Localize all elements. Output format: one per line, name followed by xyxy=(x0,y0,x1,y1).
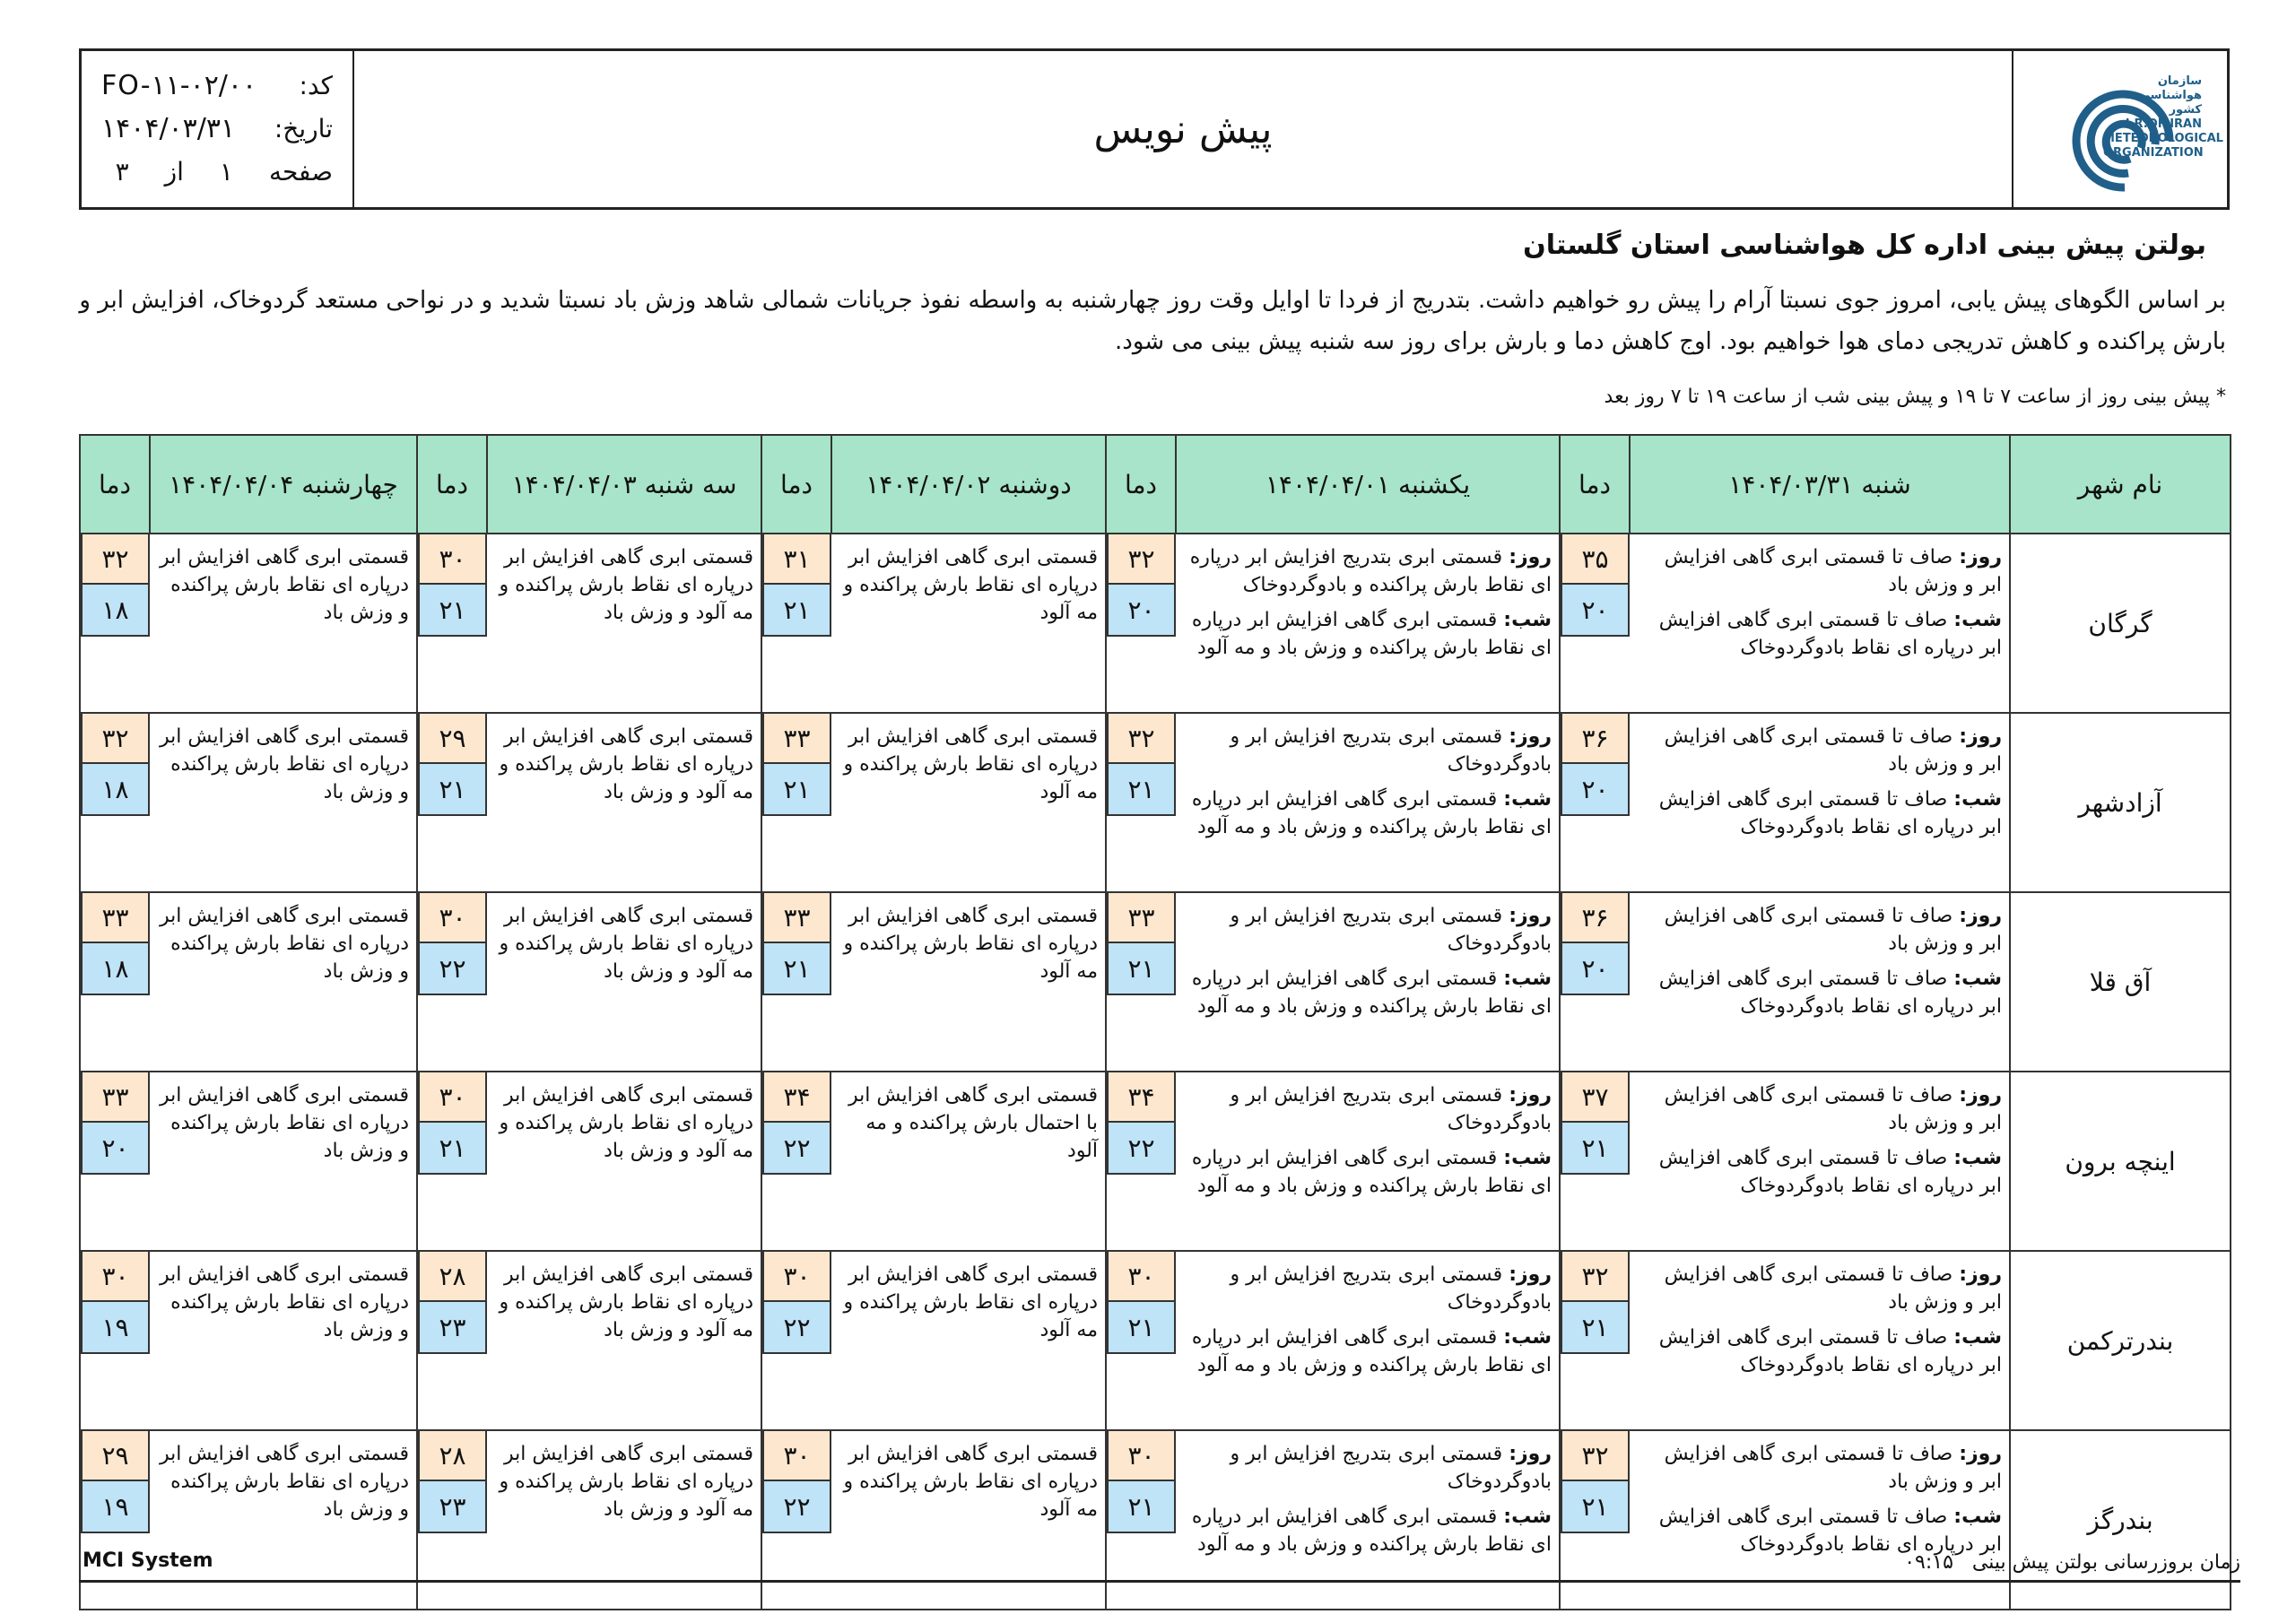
day-temp: ۲۹ xyxy=(418,714,487,764)
forecast-text: قسمتی ابری گاهی افزایش ابر درپاره ای نقاط بارش پراکنده و مه آلود xyxy=(843,1263,1098,1341)
forecast-desc xyxy=(150,1430,417,1610)
forecast-text: قسمتی ابری گاهی افزایش ابر درپاره ای نقاط بارش پراکنده و مه آلود xyxy=(843,1443,1098,1521)
night-temp: ۲۱ xyxy=(1107,943,1176,995)
logo-cell xyxy=(2012,51,2227,207)
temp-box xyxy=(418,1072,487,1175)
page-title: پیش نویس xyxy=(1093,106,1273,152)
night-forecast xyxy=(1637,606,2002,662)
day-label: روز: xyxy=(1509,1443,1552,1465)
city-header: نام شهر xyxy=(2010,435,2231,534)
day-temp: ۳۶ xyxy=(1561,893,1630,943)
day-label: روز: xyxy=(1509,1263,1552,1286)
day-forecast xyxy=(1183,902,1552,958)
table-row xyxy=(80,713,2231,892)
temp-box xyxy=(81,714,150,816)
night-forecast xyxy=(1637,965,2002,1020)
night-temp: ۱۸ xyxy=(81,585,150,637)
day-temp: ۳۱ xyxy=(762,534,831,585)
day-forecast-text: صاف تا قسمتی ابری گاهی افزایش ابر و وزش باد xyxy=(1664,1443,2002,1493)
temp-header-1: دما xyxy=(1560,435,1630,534)
logo-text: سازمان هواشناسی کشور I.R.OF IRAN METEOROLOGICAL ORGANIZATION xyxy=(2103,74,2223,160)
forecast-desc xyxy=(1630,892,2010,1072)
temp-box xyxy=(418,534,487,637)
night-temp: ۲۱ xyxy=(1561,1123,1630,1175)
forecast-desc xyxy=(487,1072,761,1251)
forecast-desc xyxy=(831,1430,1106,1610)
day-temp: ۳۳ xyxy=(81,1072,150,1123)
day-forecast-text: قسمتی ابری بتدریج افزایش ابر و بادوگردوخاک xyxy=(1230,1443,1552,1493)
night-temp: ۱۹ xyxy=(81,1302,150,1354)
temp-box xyxy=(1107,1431,1176,1533)
forecast-desc xyxy=(487,534,761,713)
forecast-desc xyxy=(1176,1072,1560,1251)
day-forecast xyxy=(1637,1440,2002,1496)
temp-cell xyxy=(80,713,150,892)
day-label: روز: xyxy=(1959,1443,2002,1465)
night-label: شب: xyxy=(1953,1147,2002,1169)
forecast-desc xyxy=(1630,1430,2010,1610)
night-forecast xyxy=(1183,1144,1552,1200)
temp-cell xyxy=(1560,1430,1630,1610)
footer-update-time xyxy=(1904,1551,2240,1574)
night-forecast xyxy=(1183,606,1552,662)
day-forecast-text: صاف تا قسمتی ابری گاهی افزایش ابر و وزش باد xyxy=(1664,546,2002,596)
day-forecast xyxy=(1637,1081,2002,1137)
day-forecast-text: قسمتی ابری بتدریج افزایش ابر و بادوگردوخاک xyxy=(1230,1084,1552,1134)
day-temp: ۳۵ xyxy=(1561,534,1630,585)
forecast-desc xyxy=(487,892,761,1072)
forecast-desc xyxy=(831,1072,1106,1251)
day-forecast xyxy=(1637,543,2002,599)
table-row xyxy=(80,1430,2231,1610)
table-header-row xyxy=(80,435,2231,534)
night-forecast xyxy=(1637,1144,2002,1200)
forecast-desc xyxy=(831,534,1106,713)
day-forecast-text: قسمتی ابری بتدریج افزایش ابر درپاره ای نقاط بارش پراکنده و بادوگردوخاک xyxy=(1189,546,1552,596)
night-forecast-text: صاف تا قسمتی ابری گاهی افزایش ابر درپاره ای نقاط بادوگردوخاک xyxy=(1658,788,2002,838)
temp-box xyxy=(1107,1072,1176,1175)
forecast-desc xyxy=(831,892,1106,1072)
night-temp: ۲۱ xyxy=(762,764,831,816)
temp-cell xyxy=(761,534,831,713)
night-label: شب: xyxy=(1503,1326,1552,1349)
forecast-text: قسمتی ابری گاهی افزایش ابر درپاره ای نقاط بارش پراکنده و وزش باد xyxy=(160,1084,409,1162)
day-label: روز: xyxy=(1959,725,2002,748)
day-forecast xyxy=(1183,723,1552,778)
forecast-desc xyxy=(150,1072,417,1251)
night-forecast xyxy=(1183,965,1552,1020)
night-temp: ۲۱ xyxy=(418,585,487,637)
temp-cell xyxy=(1106,534,1176,713)
temp-cell xyxy=(761,713,831,892)
temp-box xyxy=(1561,1072,1630,1175)
day-forecast xyxy=(1183,543,1552,599)
night-temp: ۲۲ xyxy=(762,1481,831,1533)
forecast-text: قسمتی ابری گاهی افزایش ابر درپاره ای نقاط بارش پراکنده و وزش باد xyxy=(160,905,409,983)
day-temp: ۳۲ xyxy=(81,534,150,585)
night-forecast xyxy=(1183,1324,1552,1379)
temp-cell xyxy=(80,1072,150,1251)
forecast-desc xyxy=(831,713,1106,892)
night-label: شب: xyxy=(1953,1506,2002,1528)
temp-box xyxy=(1561,1431,1630,1533)
day-temp: ۳۳ xyxy=(762,714,831,764)
temp-box xyxy=(1107,714,1176,816)
night-forecast xyxy=(1637,1503,2002,1558)
night-label: شب: xyxy=(1503,968,1552,990)
temp-box xyxy=(418,1431,487,1533)
city-name: بندرگز xyxy=(2010,1430,2231,1610)
forecast-text: قسمتی ابری گاهی افزایش ابر درپاره ای نقاط بارش پراکنده و مه آلود و وزش باد xyxy=(499,1443,753,1521)
city-name: گرگان xyxy=(2010,534,2231,713)
temp-box xyxy=(762,893,831,995)
forecast-desc xyxy=(487,713,761,892)
city-name: اینچه برون xyxy=(2010,1072,2231,1251)
temp-cell xyxy=(761,1430,831,1610)
night-label: شب: xyxy=(1503,1147,1552,1169)
forecast-text: قسمتی ابری گاهی افزایش ابر درپاره ای نقاط بارش پراکنده و وزش باد xyxy=(160,546,409,624)
day-forecast-text: صاف تا قسمتی ابری گاهی افزایش ابر و وزش باد xyxy=(1664,725,2002,776)
night-label: شب: xyxy=(1503,788,1552,811)
temp-box xyxy=(418,893,487,995)
forecast-desc xyxy=(150,892,417,1072)
night-temp: ۲۱ xyxy=(762,585,831,637)
day-temp: ۳۴ xyxy=(762,1072,831,1123)
temp-box xyxy=(81,1072,150,1175)
day-forecast xyxy=(1183,1261,1552,1316)
city-name: بندرترکمن xyxy=(2010,1251,2231,1430)
day-temp: ۳۰ xyxy=(418,534,487,585)
temp-header-4: دما xyxy=(417,435,487,534)
temp-cell xyxy=(417,534,487,713)
night-temp: ۲۱ xyxy=(762,943,831,995)
temp-header-2: دما xyxy=(1106,435,1176,534)
table-row xyxy=(80,1251,2231,1430)
temp-cell xyxy=(761,1251,831,1430)
forecast-text: قسمتی ابری گاهی افزایش ابر درپاره ای نقاط بارش پراکنده و وزش باد xyxy=(160,1263,409,1341)
temp-box xyxy=(762,534,831,637)
city-name: آق قلا xyxy=(2010,892,2231,1072)
day-label: روز: xyxy=(1959,905,2002,927)
page-number: ۱ xyxy=(219,156,233,187)
table-row xyxy=(80,534,2231,713)
temp-cell xyxy=(80,1251,150,1430)
night-forecast xyxy=(1183,1503,1552,1558)
forecast-desc xyxy=(1176,1430,1560,1610)
night-temp: ۲۱ xyxy=(418,764,487,816)
footer-divider xyxy=(79,1580,2240,1583)
day-temp: ۳۲ xyxy=(1107,714,1176,764)
table-row xyxy=(80,1072,2231,1251)
day-temp: ۳۰ xyxy=(418,1072,487,1123)
page-label: صفحه xyxy=(268,156,333,187)
day-temp: ۲۸ xyxy=(418,1252,487,1302)
day-label: روز: xyxy=(1959,1084,2002,1107)
forecast-table-body xyxy=(80,534,2231,1610)
bulletin-title: بولتن پیش بینی اداره کل هواشناسی استان گلستان xyxy=(1523,230,2206,261)
night-forecast-text: صاف تا قسمتی ابری گاهی افزایش ابر درپاره ای نقاط بادوگردوخاک xyxy=(1658,1506,2002,1556)
day-temp: ۳۲ xyxy=(1561,1252,1630,1302)
temp-box xyxy=(1561,714,1630,816)
forecast-desc xyxy=(1176,713,1560,892)
temp-cell xyxy=(417,1251,487,1430)
day-forecast xyxy=(1183,1440,1552,1496)
forecast-desc xyxy=(1630,534,2010,713)
night-temp: ۲۱ xyxy=(1561,1481,1630,1533)
forecast-text: قسمتی ابری گاهی افزایش ابر درپاره ای نقاط بارش پراکنده و وزش باد xyxy=(160,1443,409,1521)
update-time-label: زمان بروزرسانی بولتن پیش بینی xyxy=(1971,1551,2240,1574)
temp-cell xyxy=(1106,1072,1176,1251)
day-temp: ۳۲ xyxy=(1561,1431,1630,1481)
forecast-text: قسمتی ابری گاهی افزایش ابر درپاره ای نقاط بارش پراکنده و وزش باد xyxy=(160,725,409,803)
temp-cell xyxy=(1560,1251,1630,1430)
day-label: روز: xyxy=(1509,1084,1552,1107)
day-temp: ۳۴ xyxy=(1107,1072,1176,1123)
night-forecast-text: قسمتی ابری گاهی افزایش ابر درپاره ای نقاط بارش پراکنده و وزش باد و مه آلود xyxy=(1191,609,1552,659)
temp-box xyxy=(762,1072,831,1175)
temp-box xyxy=(762,714,831,816)
temp-box xyxy=(762,1431,831,1533)
night-temp: ۲۳ xyxy=(418,1302,487,1354)
temp-cell xyxy=(1560,534,1630,713)
temp-cell xyxy=(1106,1430,1176,1610)
forecast-text: قسمتی ابری گاهی افزایش ابر درپاره ای نقاط بارش پراکنده و مه آلود xyxy=(843,725,1098,803)
temp-cell xyxy=(1560,713,1630,892)
temp-box xyxy=(81,1252,150,1354)
day-forecast xyxy=(1637,723,2002,778)
temp-cell xyxy=(761,1072,831,1251)
forecast-desc xyxy=(150,534,417,713)
forecast-text: قسمتی ابری گاهی افزایش ابر درپاره ای نقاط بارش پراکنده و مه آلود و وزش باد xyxy=(499,725,753,803)
night-temp: ۲۰ xyxy=(1561,764,1630,816)
day-forecast-text: قسمتی ابری بتدریج افزایش ابر و بادوگردوخاک xyxy=(1230,725,1552,776)
code-value: FO-۱۱-۰۲/۰۰ xyxy=(101,69,257,101)
day-temp: ۳۰ xyxy=(762,1252,831,1302)
temp-header-5: دما xyxy=(80,435,150,534)
night-temp: ۲۲ xyxy=(762,1302,831,1354)
page-row xyxy=(101,150,333,193)
temp-box xyxy=(81,1431,150,1533)
night-temp: ۲۲ xyxy=(418,943,487,995)
temp-box xyxy=(1107,893,1176,995)
night-forecast-text: قسمتی ابری گاهی افزایش ابر درپاره ای نقاط بارش پراکنده و وزش باد و مه آلود xyxy=(1191,1506,1552,1556)
temp-box xyxy=(762,1252,831,1354)
day-temp: ۳۰ xyxy=(762,1431,831,1481)
day-temp: ۳۰ xyxy=(1107,1431,1176,1481)
page-of: از xyxy=(164,156,184,187)
day-forecast-text: صاف تا قسمتی ابری گاهی افزایش ابر و وزش باد xyxy=(1664,905,2002,955)
day-header-5: چهارشنبه ۱۴۰۴/۰۴/۰۴ xyxy=(150,435,417,534)
temp-cell xyxy=(761,892,831,1072)
day-temp: ۲۸ xyxy=(418,1431,487,1481)
day-temp: ۳۰ xyxy=(81,1252,150,1302)
page-total: ۳ xyxy=(115,156,129,187)
night-label: شب: xyxy=(1503,609,1552,631)
day-label: روز: xyxy=(1509,905,1552,927)
night-forecast-text: صاف تا قسمتی ابری گاهی افزایش ابر درپاره ای نقاط بادوگردوخاک xyxy=(1658,968,2002,1018)
footer-system-name: MCI System xyxy=(83,1549,213,1572)
forecast-desc xyxy=(1630,713,2010,892)
night-temp: ۲۱ xyxy=(1561,1302,1630,1354)
date-label: تاریخ: xyxy=(274,113,333,143)
day-temp: ۳۲ xyxy=(1107,534,1176,585)
night-label: شب: xyxy=(1953,1326,2002,1349)
night-temp: ۱۸ xyxy=(81,764,150,816)
day-temp: ۳۳ xyxy=(1107,893,1176,943)
day-forecast-text: قسمتی ابری بتدریج افزایش ابر و بادوگردوخاک xyxy=(1230,905,1552,955)
forecast-text: قسمتی ابری گاهی افزایش ابر درپاره ای نقاط بارش پراکنده و مه آلود و وزش باد xyxy=(499,905,753,983)
night-forecast-text: صاف تا قسمتی ابری گاهی افزایش ابر درپاره ای نقاط بادوگردوخاک xyxy=(1658,1326,2002,1376)
night-forecast-text: قسمتی ابری گاهی افزایش ابر درپاره ای نقاط بارش پراکنده و وزش باد و مه آلود xyxy=(1191,1147,1552,1197)
night-temp: ۲۰ xyxy=(1561,943,1630,995)
day-forecast-text: قسمتی ابری بتدریج افزایش ابر و بادوگردوخاک xyxy=(1230,1263,1552,1314)
forecast-desc xyxy=(1630,1251,2010,1430)
forecast-desc xyxy=(831,1251,1106,1430)
forecast-text: قسمتی ابری گاهی افزایش ابر درپاره ای نقاط بارش پراکنده و مه آلود xyxy=(843,905,1098,983)
forecast-text: قسمتی ابری گاهی افزایش ابر درپاره ای نقاط بارش پراکنده و مه آلود xyxy=(843,546,1098,624)
day-temp: ۳۳ xyxy=(81,893,150,943)
temp-cell xyxy=(80,892,150,1072)
night-temp: ۱۸ xyxy=(81,943,150,995)
forecast-desc xyxy=(487,1430,761,1610)
bulletin-paragraph: بر اساس الگوهای پیش یابی، امروز جوی نسبتا آرام را پیش رو خواهیم داشت. بتدریج از فردا تا اوایل وقت روز چهارشنبه به واسطه نفوذ جریانات شمالی شاهد وزش باد نسبتا شدید و در نواحی مستعد گردوخاک، افزایش ابر و بارش پراکنده و کاهش تدریجی دمای هوا خواهیم بود. اوج کاهش دما و بارش برای روز سه شنبه پیش بینی می شود. xyxy=(79,287,2226,355)
night-temp: ۲۱ xyxy=(1107,1481,1176,1533)
temp-cell xyxy=(1106,713,1176,892)
temp-cell xyxy=(417,713,487,892)
forecast-desc xyxy=(1176,1251,1560,1430)
temp-header-3: دما xyxy=(761,435,831,534)
temp-box xyxy=(1561,1252,1630,1354)
temp-cell xyxy=(1106,1251,1176,1430)
night-temp: ۲۳ xyxy=(418,1481,487,1533)
night-temp: ۲۱ xyxy=(1107,1302,1176,1354)
night-label: شب: xyxy=(1953,968,2002,990)
night-temp: ۱۹ xyxy=(81,1481,150,1533)
day-header-2: یکشنبه ۱۴۰۴/۰۴/۰۱ xyxy=(1176,435,1560,534)
temp-box xyxy=(418,714,487,816)
day-label: روز: xyxy=(1509,546,1552,568)
day-temp: ۲۹ xyxy=(81,1431,150,1481)
temp-cell xyxy=(1560,1072,1630,1251)
temp-cell xyxy=(1560,892,1630,1072)
day-temp: ۳۳ xyxy=(762,893,831,943)
temp-cell xyxy=(417,1430,487,1610)
night-forecast xyxy=(1183,785,1552,841)
temp-box xyxy=(1561,893,1630,995)
day-forecast xyxy=(1637,1261,2002,1316)
forecast-time-note: * پیش بینی روز از ساعت ۷ تا ۱۹ و پیش بینی شب از ساعت ۱۹ تا ۷ روز بعد xyxy=(1604,386,2226,408)
day-temp: ۳۰ xyxy=(418,893,487,943)
forecast-desc xyxy=(150,1251,417,1430)
forecast-desc xyxy=(1176,534,1560,713)
temp-cell xyxy=(80,534,150,713)
update-time-value: ۰۹:۱۵ xyxy=(1904,1551,1953,1574)
day-label: روز: xyxy=(1959,1263,2002,1286)
forecast-text: قسمتی ابری گاهی افزایش ابر درپاره ای نقاط بارش پراکنده و مه آلود و وزش باد xyxy=(499,1084,753,1162)
day-header-4: سه شنبه ۱۴۰۴/۰۴/۰۳ xyxy=(487,435,761,534)
night-temp: ۲۰ xyxy=(81,1123,150,1175)
day-temp: ۳۶ xyxy=(1561,714,1630,764)
day-header-3: دوشنبه ۱۴۰۴/۰۴/۰۲ xyxy=(831,435,1106,534)
night-label: شب: xyxy=(1953,788,2002,811)
document-header xyxy=(79,48,2230,210)
night-forecast-text: صاف تا قسمتی ابری گاهی افزایش ابر درپاره ای نقاط بادوگردوخاک xyxy=(1658,1147,2002,1197)
day-forecast xyxy=(1637,902,2002,958)
code-row xyxy=(101,64,333,107)
date-row xyxy=(101,107,333,150)
day-header-1: شنبه ۱۴۰۴/۰۳/۳۱ xyxy=(1630,435,2010,534)
forecast-desc xyxy=(1176,892,1560,1072)
meteorological-organization-logo xyxy=(2035,62,2223,196)
document-meta xyxy=(82,51,354,207)
night-temp: ۲۲ xyxy=(1107,1123,1176,1175)
day-temp: ۳۰ xyxy=(1107,1252,1176,1302)
temp-box xyxy=(1107,1252,1176,1354)
date-value: ۱۴۰۴/۰۳/۳۱ xyxy=(101,112,236,144)
night-forecast xyxy=(1637,785,2002,841)
forecast-text: قسمتی ابری گاهی افزایش ابر با احتمال بارش پراکنده و مه آلود xyxy=(848,1084,1098,1162)
night-forecast-text: قسمتی ابری گاهی افزایش ابر درپاره ای نقاط بارش پراکنده و وزش باد و مه آلود xyxy=(1191,1326,1552,1376)
night-label: شب: xyxy=(1953,609,2002,631)
day-temp: ۳۲ xyxy=(81,714,150,764)
code-label: کد: xyxy=(299,70,333,100)
day-forecast xyxy=(1183,1081,1552,1137)
day-forecast-text: صاف تا قسمتی ابری گاهی افزایش ابر و وزش باد xyxy=(1664,1263,2002,1314)
day-label: روز: xyxy=(1959,546,2002,568)
temp-cell xyxy=(417,1072,487,1251)
table-row xyxy=(80,892,2231,1072)
night-temp: ۲۰ xyxy=(1107,585,1176,637)
night-label: شب: xyxy=(1503,1506,1552,1528)
day-label: روز: xyxy=(1509,725,1552,748)
forecast-table xyxy=(79,434,2231,1610)
night-temp: ۲۰ xyxy=(1561,585,1630,637)
night-forecast-text: قسمتی ابری گاهی افزایش ابر درپاره ای نقاط بارش پراکنده و وزش باد و مه آلود xyxy=(1191,968,1552,1018)
city-name: آزادشهر xyxy=(2010,713,2231,892)
forecast-desc xyxy=(150,713,417,892)
forecast-text: قسمتی ابری گاهی افزایش ابر درپاره ای نقاط بارش پراکنده و مه آلود و وزش باد xyxy=(499,546,753,624)
night-temp: ۲۱ xyxy=(418,1123,487,1175)
temp-box xyxy=(1561,534,1630,637)
temp-cell xyxy=(1106,892,1176,1072)
night-temp: ۲۱ xyxy=(1107,764,1176,816)
night-forecast xyxy=(1637,1324,2002,1379)
day-forecast-text: صاف تا قسمتی ابری گاهی افزایش ابر و وزش باد xyxy=(1664,1084,2002,1134)
forecast-text: قسمتی ابری گاهی افزایش ابر درپاره ای نقاط بارش پراکنده و مه آلود و وزش باد xyxy=(499,1263,753,1341)
temp-cell xyxy=(80,1430,150,1610)
forecast-desc xyxy=(487,1251,761,1430)
day-temp: ۳۷ xyxy=(1561,1072,1630,1123)
temp-box xyxy=(418,1252,487,1354)
temp-box xyxy=(1107,534,1176,637)
night-temp: ۲۲ xyxy=(762,1123,831,1175)
night-forecast-text: قسمتی ابری گاهی افزایش ابر درپاره ای نقاط بارش پراکنده و وزش باد و مه آلود xyxy=(1191,788,1552,838)
forecast-desc xyxy=(1630,1072,2010,1251)
temp-box xyxy=(81,534,150,637)
night-forecast-text: صاف تا قسمتی ابری گاهی افزایش ابر درپاره ای نقاط بادوگردوخاک xyxy=(1658,609,2002,659)
temp-box xyxy=(81,893,150,995)
temp-cell xyxy=(417,892,487,1072)
